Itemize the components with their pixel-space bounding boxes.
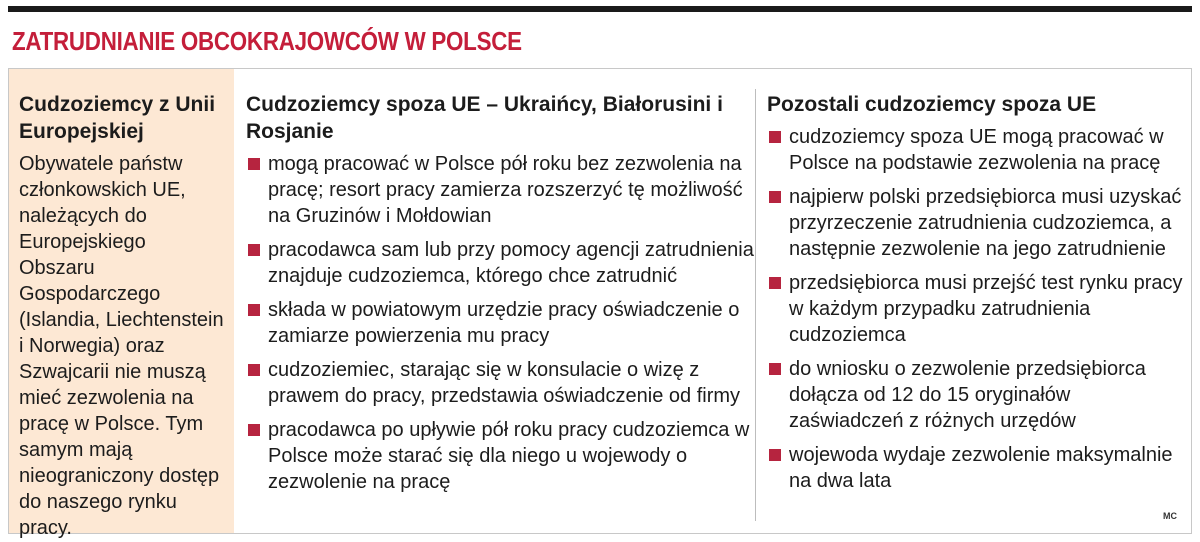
list-item <box>246 237 756 289</box>
content-panel <box>8 68 1192 539</box>
list-item-text: mogą pracować w Polsce pół roku bez zezwolenia na pracę; resort pracy zamierza rozszerzyć tę możliwość na Gruzinów i Mołdowian <box>268 153 743 227</box>
list-item <box>246 297 756 349</box>
list-item <box>246 417 756 495</box>
bullet-square-icon <box>769 449 781 461</box>
column-east-heading: Cudzoziemcy spoza UE – Ukraińcy, Białorusini i Rosjanie <box>246 93 723 143</box>
column-divider <box>755 89 756 521</box>
bullet-square-icon <box>769 131 781 143</box>
list-item-text: najpierw polski przedsiębiorca musi uzyskać przyrzeczenie zatrudnienia cudzoziemca, a następnie zezwolenie na jego zatrudnienie <box>789 186 1182 260</box>
bullet-square-icon <box>769 363 781 375</box>
list-item-text: pracodawca po upływie pół roku pracy cudzoziemca w Polsce może starać się dla niego u wojewody o zezwolenie na pracę <box>268 419 750 493</box>
column-other-list <box>767 124 1187 494</box>
list-item <box>767 442 1187 494</box>
bullet-square-icon <box>248 424 260 436</box>
bullet-square-icon <box>248 364 260 376</box>
column-eu <box>9 69 234 539</box>
column-other <box>767 91 1187 502</box>
list-item <box>767 124 1187 176</box>
bullet-square-icon <box>769 191 781 203</box>
list-item-text: cudzoziemcy spoza UE mogą pracować w Polsce na podstawie zezwolenia na pracę <box>789 126 1164 174</box>
bullet-square-icon <box>248 244 260 256</box>
column-eu-heading: Cudzoziemcy z Unii Europejskiej <box>19 93 216 143</box>
list-item <box>246 357 756 409</box>
list-item-text: do wniosku o zezwolenie przedsiębiorca dołącza od 12 do 15 oryginałów zaświadczeń z różnych urzędów <box>789 358 1146 432</box>
column-other-heading: Pozostali cudzoziemcy spoza UE <box>767 93 1097 116</box>
list-item-text: pracodawca sam lub przy pomocy agencji zatrudnienia znajduje cudzoziemca, którego chce zatrudnić <box>268 239 754 287</box>
list-item-text: cudzoziemiec, starając się w konsulacie o wizę z prawem do pracy, przedstawia oświadczenie od firmy <box>268 359 741 407</box>
bullet-square-icon <box>769 277 781 289</box>
list-item-text: składa w powiatowym urzędzie pracy oświadczenie o zamiarze powierzenia mu pracy <box>268 299 740 347</box>
list-item-text: przedsiębiorca musi przejść test rynku pracy w każdym przypadku zatrudnienia cudzoziemca <box>789 272 1183 346</box>
column-east <box>246 91 756 503</box>
infographic-title: ZATRUDNIANIE OBCOKRAJOWCÓW W POLSCE <box>12 26 522 56</box>
bullet-square-icon <box>248 158 260 170</box>
top-rule <box>8 6 1192 12</box>
author-credit: MC <box>1163 511 1177 521</box>
list-item-text: wojewoda wydaje zezwolenie maksymalnie na dwa lata <box>789 444 1173 492</box>
list-item <box>767 270 1187 348</box>
column-east-list <box>246 151 756 495</box>
column-eu-text: Obywatele państw członkowskich UE, należących do Europejskiego Obszaru Gospodarczego (Islandia, Liechtenstein i Norwegia) oraz Szwajcarii nie muszą mieć zezwolenia na pracę w Polsce. Tym samym mają nieograniczony dostęp do naszego rynku pracy. <box>19 153 224 539</box>
list-item <box>246 151 756 229</box>
list-item <box>767 356 1187 434</box>
list-item <box>767 184 1187 262</box>
bullet-square-icon <box>248 304 260 316</box>
